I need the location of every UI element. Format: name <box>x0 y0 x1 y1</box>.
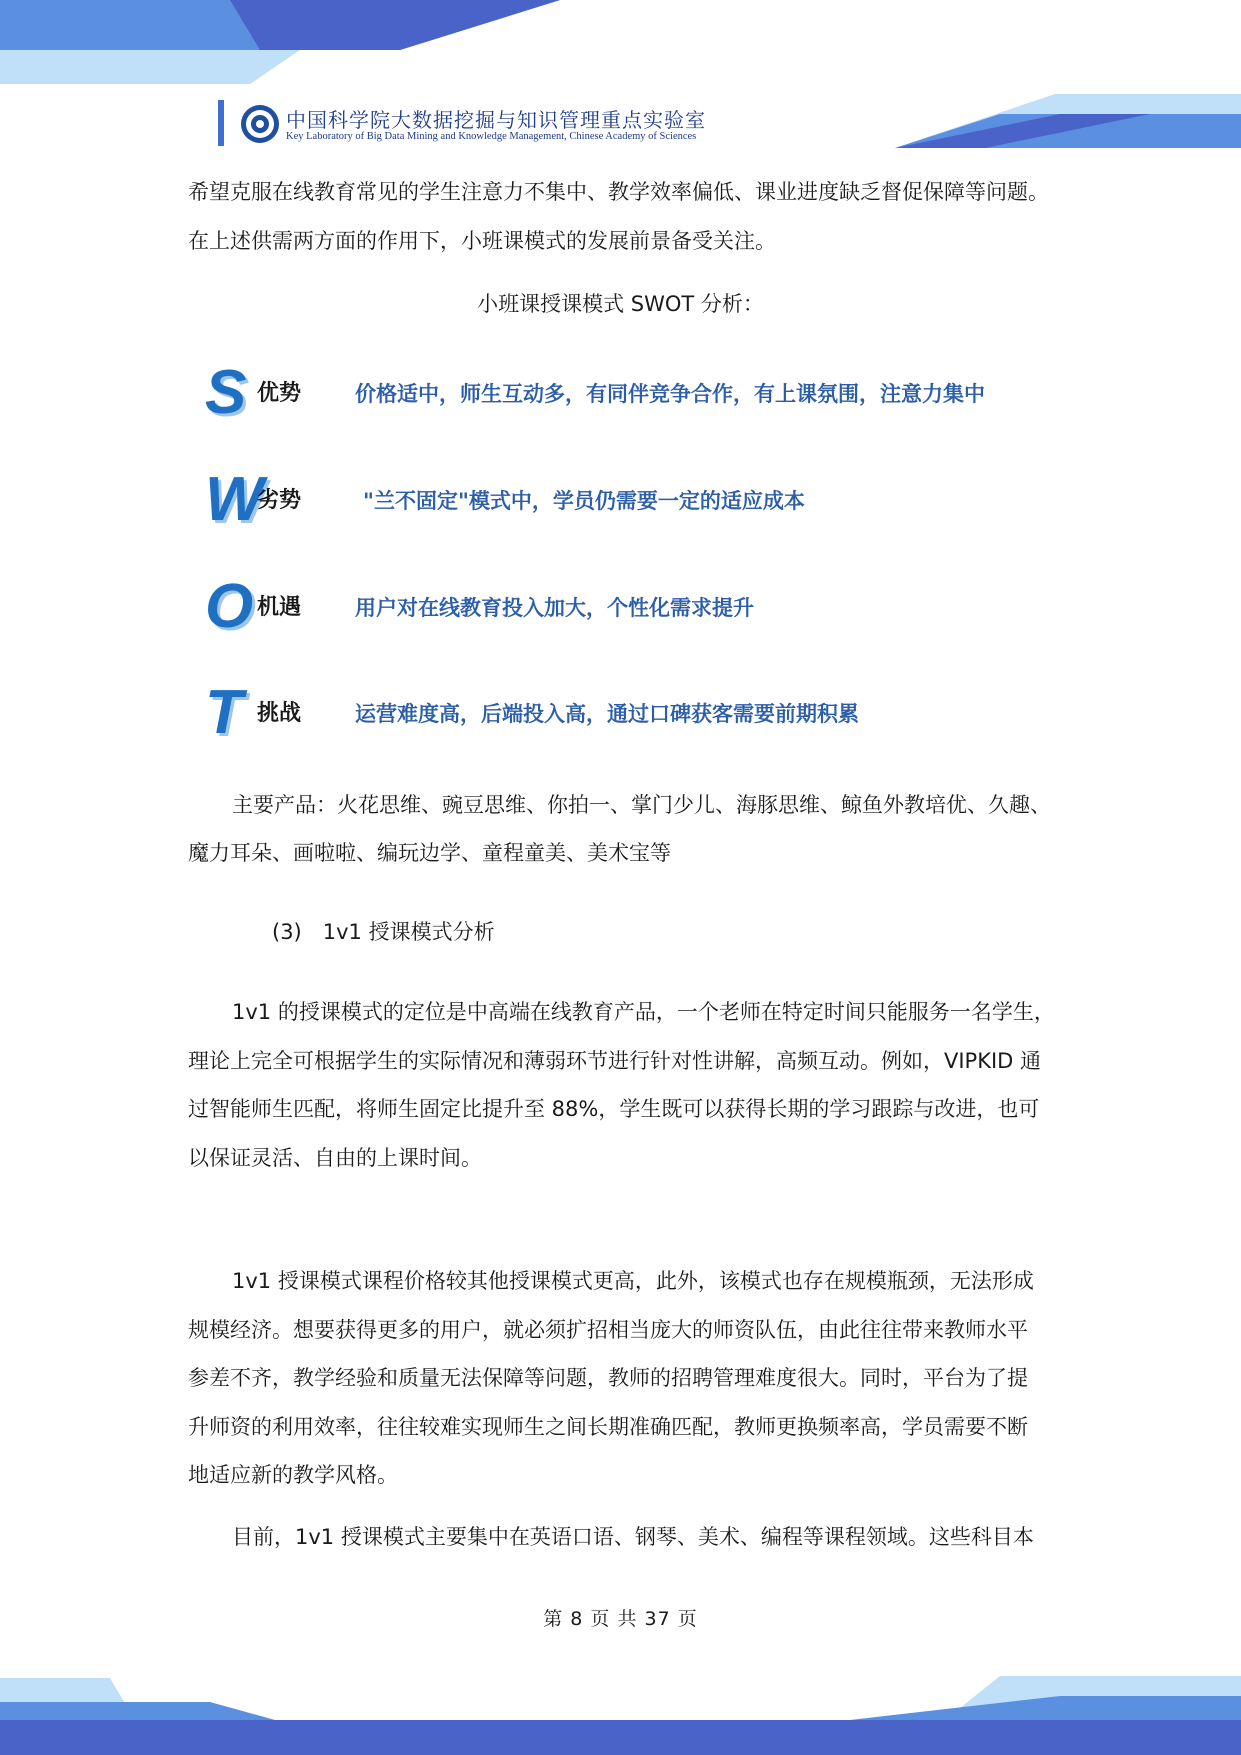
section-heading: (3) 1v1 授课模式分析 <box>272 920 495 944</box>
footer-decoration <box>0 1666 1241 1755</box>
onevone-p1-line: 过智能师生匹配，将师生固定比提升至 88%，学生既可以获得长期的学习跟踪与改进，也可 <box>188 1097 1040 1121</box>
swot-row-threats <box>205 678 1105 748</box>
swot-label: 优势 <box>257 381 302 406</box>
swot-label: 挑战 <box>257 701 302 726</box>
org-name-cn: 中国科学院大数据挖掘与知识管理重点实验室 <box>286 108 706 132</box>
onevone-p2-line: 规模经济。想要获得更多的用户，就必须扩招相当庞大的师资队伍，由此往往带来教师水平 <box>188 1318 1028 1342</box>
swot-desc: 用户对在线教育投入加大，个性化需求提升 <box>355 596 754 620</box>
onevone-p2-line: 1v1 授课模式课程价格较其他授课模式更高，此外，该模式也存在规模瓶颈，无法形成 <box>232 1269 1034 1293</box>
swot-letter: S <box>205 358 247 427</box>
org-name-en: Key Laboratory of Big Data Mining and Knowledge Management, Chinese Academy of Sciences <box>286 131 697 142</box>
onevone-p1-line: 理论上完全可根据学生的实际情况和薄弱环节进行针对性讲解，高频互动。例如，VIPKID 通 <box>188 1049 1042 1073</box>
onevone-p2-line: 升师资的利用效率，往往较难实现师生之间长期准确匹配，教师更换频率高，学员需要不断 <box>188 1415 1028 1439</box>
swot-title: 小班课授课模式 SWOT 分析： <box>477 292 764 316</box>
onevone-p2-line: 地适应新的教学风格。 <box>188 1463 398 1487</box>
swot-letter: W <box>205 465 264 534</box>
onevone-p3-line: 目前，1v1 授课模式主要集中在英语口语、钢琴、美术、编程等课程领域。这些科目本 <box>232 1525 1034 1549</box>
swot-desc: 运营难度高，后端投入高，通过口碑获客需要前期积累 <box>355 702 859 726</box>
intro-line-1: 希望克服在线教育常见的学生注意力不集中、教学效率偏低、课业进度缺乏督促保障等问题。 <box>188 180 1049 204</box>
swot-desc: "兰不固定"模式中，学员仍需要一定的适应成本 <box>363 489 805 513</box>
onevone-p1-line: 1v1 的授课模式的定位是中高端在线教育产品，一个老师在特定时间只能服务一名学生， <box>232 1000 1055 1024</box>
onevone-p1-line: 以保证灵活、自由的上课时间。 <box>188 1146 482 1170</box>
swot-row-weaknesses <box>205 465 1105 535</box>
swot-row-strengths <box>205 358 1105 428</box>
cas-emblem-icon <box>240 104 280 144</box>
onevone-p2-line: 参差不齐，教学经验和质量无法保障等问题，教师的招聘管理难度很大。同时，平台为了提 <box>188 1366 1028 1390</box>
products-line-1: 主要产品：火花思维、豌豆思维、你拍一、掌门少儿、海豚思维、鲸鱼外教培优、久趣、 <box>232 793 1051 817</box>
swot-desc: 价格适中，师生互动多，有同伴竞争合作，有上课氛围，注意力集中 <box>355 382 985 406</box>
swot-letter: O <box>205 572 254 641</box>
swot-row-opportunities <box>205 572 1105 642</box>
products-line-2: 魔力耳朵、画啦啦、编玩边学、童程童美、美术宝等 <box>188 841 671 865</box>
page-number: 第 8 页 共 37 页 <box>543 1608 698 1630</box>
logo-accent-bar <box>218 100 224 146</box>
intro-line-2: 在上述供需两方面的作用下，小班课模式的发展前景备受关注。 <box>188 229 776 253</box>
swot-label: 劣势 <box>257 488 302 513</box>
swot-letter: T <box>205 678 243 747</box>
swot-label: 机遇 <box>257 595 302 620</box>
